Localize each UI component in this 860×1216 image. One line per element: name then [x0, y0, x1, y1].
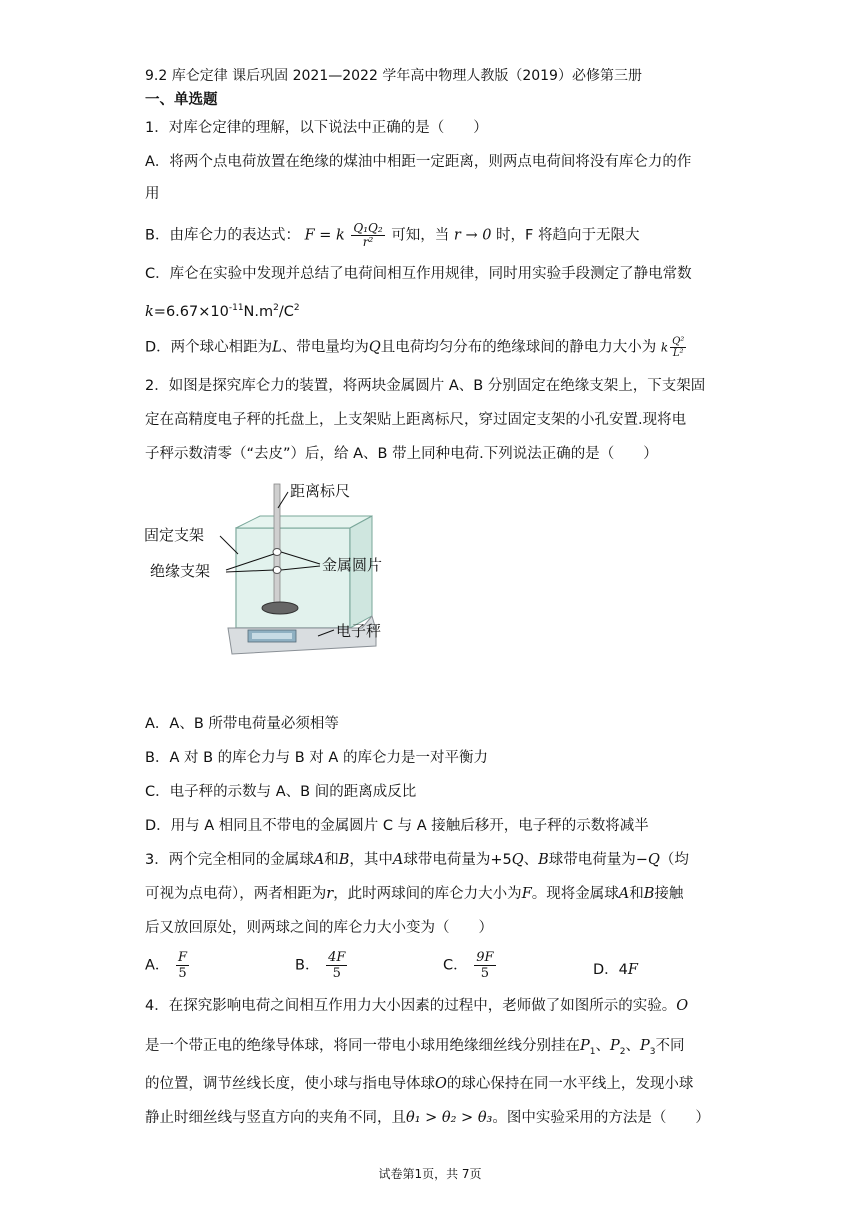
q4-O: O [676, 998, 689, 1014]
q3-b-den: 5 [332, 966, 341, 981]
q3-c-label: C． [443, 957, 468, 974]
q3-F: F [521, 886, 532, 902]
q1-c-value: =6.67×10 [153, 303, 229, 320]
q2-option-d: D．用与 A 相同且不带电的金属圆片 C 与 A 接触后移开，电子秤的示数将减半 [145, 818, 649, 834]
q2-option-c: C．电子秤的示数与 A、B 间的距离成反比 [145, 784, 417, 800]
section-heading: 一、单选题 [145, 92, 218, 108]
q2-option-a: A．A、B 所带电荷量必须相等 [145, 716, 339, 732]
q3-r: r [326, 886, 334, 902]
q1-c-unit: N.m [243, 303, 274, 320]
q1-d-num: Q² [672, 336, 685, 347]
q4-theta-expr: θ₁ > θ₂ > θ₃ [406, 1110, 493, 1126]
q2-stem-line2: 定在高精度电子秤的托盘上，上支架贴上距离标尺，穿过固定支架的小孔安置.现将电 [145, 412, 687, 428]
q2-option-b: B．A 对 B 的库仑力与 B 对 A 的库仑力是一对平衡力 [145, 750, 488, 766]
q1-d-pre: D．两个球心相距为 [145, 339, 273, 356]
q3-and: 和 [324, 852, 339, 868]
q3-ball-a-3: A [618, 886, 630, 902]
q1-b-cond: r → 0 [453, 227, 492, 244]
q4-l4-pre: 静止时细丝线与竖直方向的夹角不同，且 [145, 1110, 406, 1126]
q1-c-sq: 2 [273, 303, 279, 313]
page-footer: 试卷第1页，共 7页 [378, 1167, 482, 1181]
q3-a-num: F [178, 950, 188, 965]
q3-l1-post: （均 [659, 852, 689, 868]
q1-d-fraction [670, 336, 686, 359]
q3-a-fraction [176, 950, 189, 981]
q3-q1: Q [511, 852, 524, 868]
q4-P1-sub: 1 [589, 1046, 596, 1057]
q1-c-unit-c: /C [278, 303, 294, 320]
q3-b-num: 4F [328, 950, 346, 965]
label-insulated-bracket: 绝缘支架 [150, 562, 211, 580]
q3-q2: Q [647, 852, 660, 868]
q3-l1-mid3: 球带电荷量为− [548, 852, 648, 868]
q4-l3-post: 的球心保持在同一水平线上，发现小球 [446, 1076, 694, 1092]
q4-O-2: O [435, 1076, 447, 1092]
q1-option-a-line2: 用 [145, 186, 160, 202]
q1-option-b [145, 222, 640, 249]
q3-l1-mid: ，其中 [349, 852, 393, 868]
q4-P3: P [640, 1038, 650, 1054]
q1-b-num: Q₁Q₂ [353, 221, 383, 235]
q1-d-post: 且电荷均匀分布的绝缘球间的静电力大小为 [380, 339, 657, 356]
q4-l4-post: 。图中实验采用的方法是（ ） [492, 1110, 710, 1126]
q3-stem-line2 [145, 884, 683, 904]
q3-c-den: 5 [480, 966, 490, 981]
q3-ball-a: A [313, 852, 325, 868]
q3-ball-b-2: B [538, 852, 549, 868]
q1-d-den: L² [672, 348, 684, 359]
q3-and-2: 和 [629, 886, 644, 902]
q3-l2-mid: ，此时两球间的库仑力大小为 [333, 886, 522, 902]
label-fixed-bracket: 固定支架 [144, 526, 205, 544]
q4-l2-post: 不同 [655, 1038, 685, 1054]
q1-d-mid: 、带电量均为 [281, 339, 369, 356]
q3-ball-a-2: A [392, 852, 404, 868]
q3-c-fraction [474, 950, 495, 981]
q3-c-num: 9F [476, 950, 494, 965]
q4-P2-sub: 2 [619, 1046, 626, 1057]
q4-stem-line1 [145, 996, 688, 1016]
q4-stem-line2: 是一个带正电的绝缘导体球，将同一带电小球用绝缘细丝线分别挂在$P_1$、$P_2$、$P_3$不同 [145, 1038, 685, 1057]
q3-option-a [145, 950, 191, 981]
q1-option-a-line1: A．将两个点电荷放置在绝缘的煤油中相距一定距离，则两点电荷间将没有库仑力的作 [145, 154, 692, 170]
q3-l2-pre: 可视为点电荷），两者相距为 [145, 886, 327, 902]
q1-option-c-line1: C．库仑在实验中发现并总结了电荷间相互作用规律，同时用实验手段测定了静电常数 [145, 266, 692, 282]
q1-d-L: L [272, 339, 282, 356]
q1-c-sq2: 2 [293, 303, 300, 313]
q3-a-den: 5 [178, 966, 187, 981]
label-ruler: 距离标尺 [290, 482, 351, 500]
label-electronic-scale: 电子秤 [336, 622, 382, 640]
q1-b-pre: B．由库仑力的表达式： [145, 227, 300, 244]
q3-l1-pre: 3．两个完全相同的金属球 [145, 852, 314, 868]
q3-options [145, 950, 745, 990]
q3-option-d [593, 958, 638, 979]
q2-stem-line1: 2．如图是探究库仑力的装置，将两块金属圆片 A、B 分别固定在绝缘支架上，下支架固 [145, 378, 706, 394]
q3-option-c [443, 950, 498, 981]
q3-d-label: D．4 [593, 962, 628, 978]
q4-P1: P [580, 1038, 590, 1054]
q1-option-d [145, 336, 688, 359]
q4-P2: P [610, 1038, 620, 1054]
q3-l2-post: 。现将金属球 [531, 886, 619, 902]
q4-l3-pre: 的位置，调节丝线长度，使小球与指电导体球 [145, 1076, 435, 1092]
q1-stem: 1．对库仑定律的理解，以下说法中正确的是（ ） [145, 120, 488, 136]
q3-option-b [295, 950, 349, 981]
q3-stem-line1: 3．两个完全相同的金属球A和B，其中A球带电荷量为+5Q、B球带电荷量为−Q（均 [145, 852, 689, 868]
q4-l2-pre: 是一个带正电的绝缘导体球，将同一带电小球用绝缘细丝线分别挂在 [145, 1038, 580, 1054]
q4-P3-sub: 3 [649, 1046, 656, 1057]
q1-c-k: k [145, 303, 154, 320]
q3-l2-end: 接触 [654, 886, 684, 902]
page-title: 9.2 库仑定律 课后巩固 2021—2022 学年高中物理人教版（2019）必修第三册 [145, 68, 642, 84]
q4-stem-line3 [145, 1074, 693, 1094]
label-metal-disc: 金属圆片 [322, 556, 383, 574]
q1-b-eq: F = k [304, 227, 345, 244]
q3-l1-mid2: 球带电荷量为+5 [403, 852, 512, 868]
q3-d-F: F [627, 962, 638, 978]
q2-stem-line3: 子秤示数清零（“去皮”）后，给 A、B 带上同种电荷.下列说法正确的是（ ） [145, 446, 658, 462]
q3-a-label: A． [145, 957, 170, 974]
q1-b-post: 时，F 将趋向于无限大 [496, 227, 640, 244]
q1-c-exp: -11 [228, 303, 244, 313]
q3-b-fraction [326, 950, 347, 981]
q3-stem-line3: 后又放回原处，则两球之间的库仑力大小变为（ ） [145, 920, 493, 936]
coulomb-apparatus-figure [140, 478, 420, 668]
q1-b-fraction [351, 222, 384, 249]
q1-b-den: r² [362, 235, 374, 249]
q1-b-mid: 可知，当 [391, 227, 450, 244]
q1-option-c-line2 [145, 298, 300, 322]
q3-ball-b-3: B [643, 886, 655, 902]
q1-d-k: k [660, 340, 669, 355]
q4-l1-pre: 4．在探究影响电荷之间相互作用力大小因素的过程中，老师做了如图所示的实验。 [145, 998, 677, 1014]
q4-stem-line4 [145, 1108, 710, 1128]
apparatus-illustration [140, 478, 420, 668]
q1-d-Q: Q [368, 339, 381, 356]
q3-b-label: B． [295, 957, 320, 974]
q3-ball-b: B [338, 852, 350, 868]
